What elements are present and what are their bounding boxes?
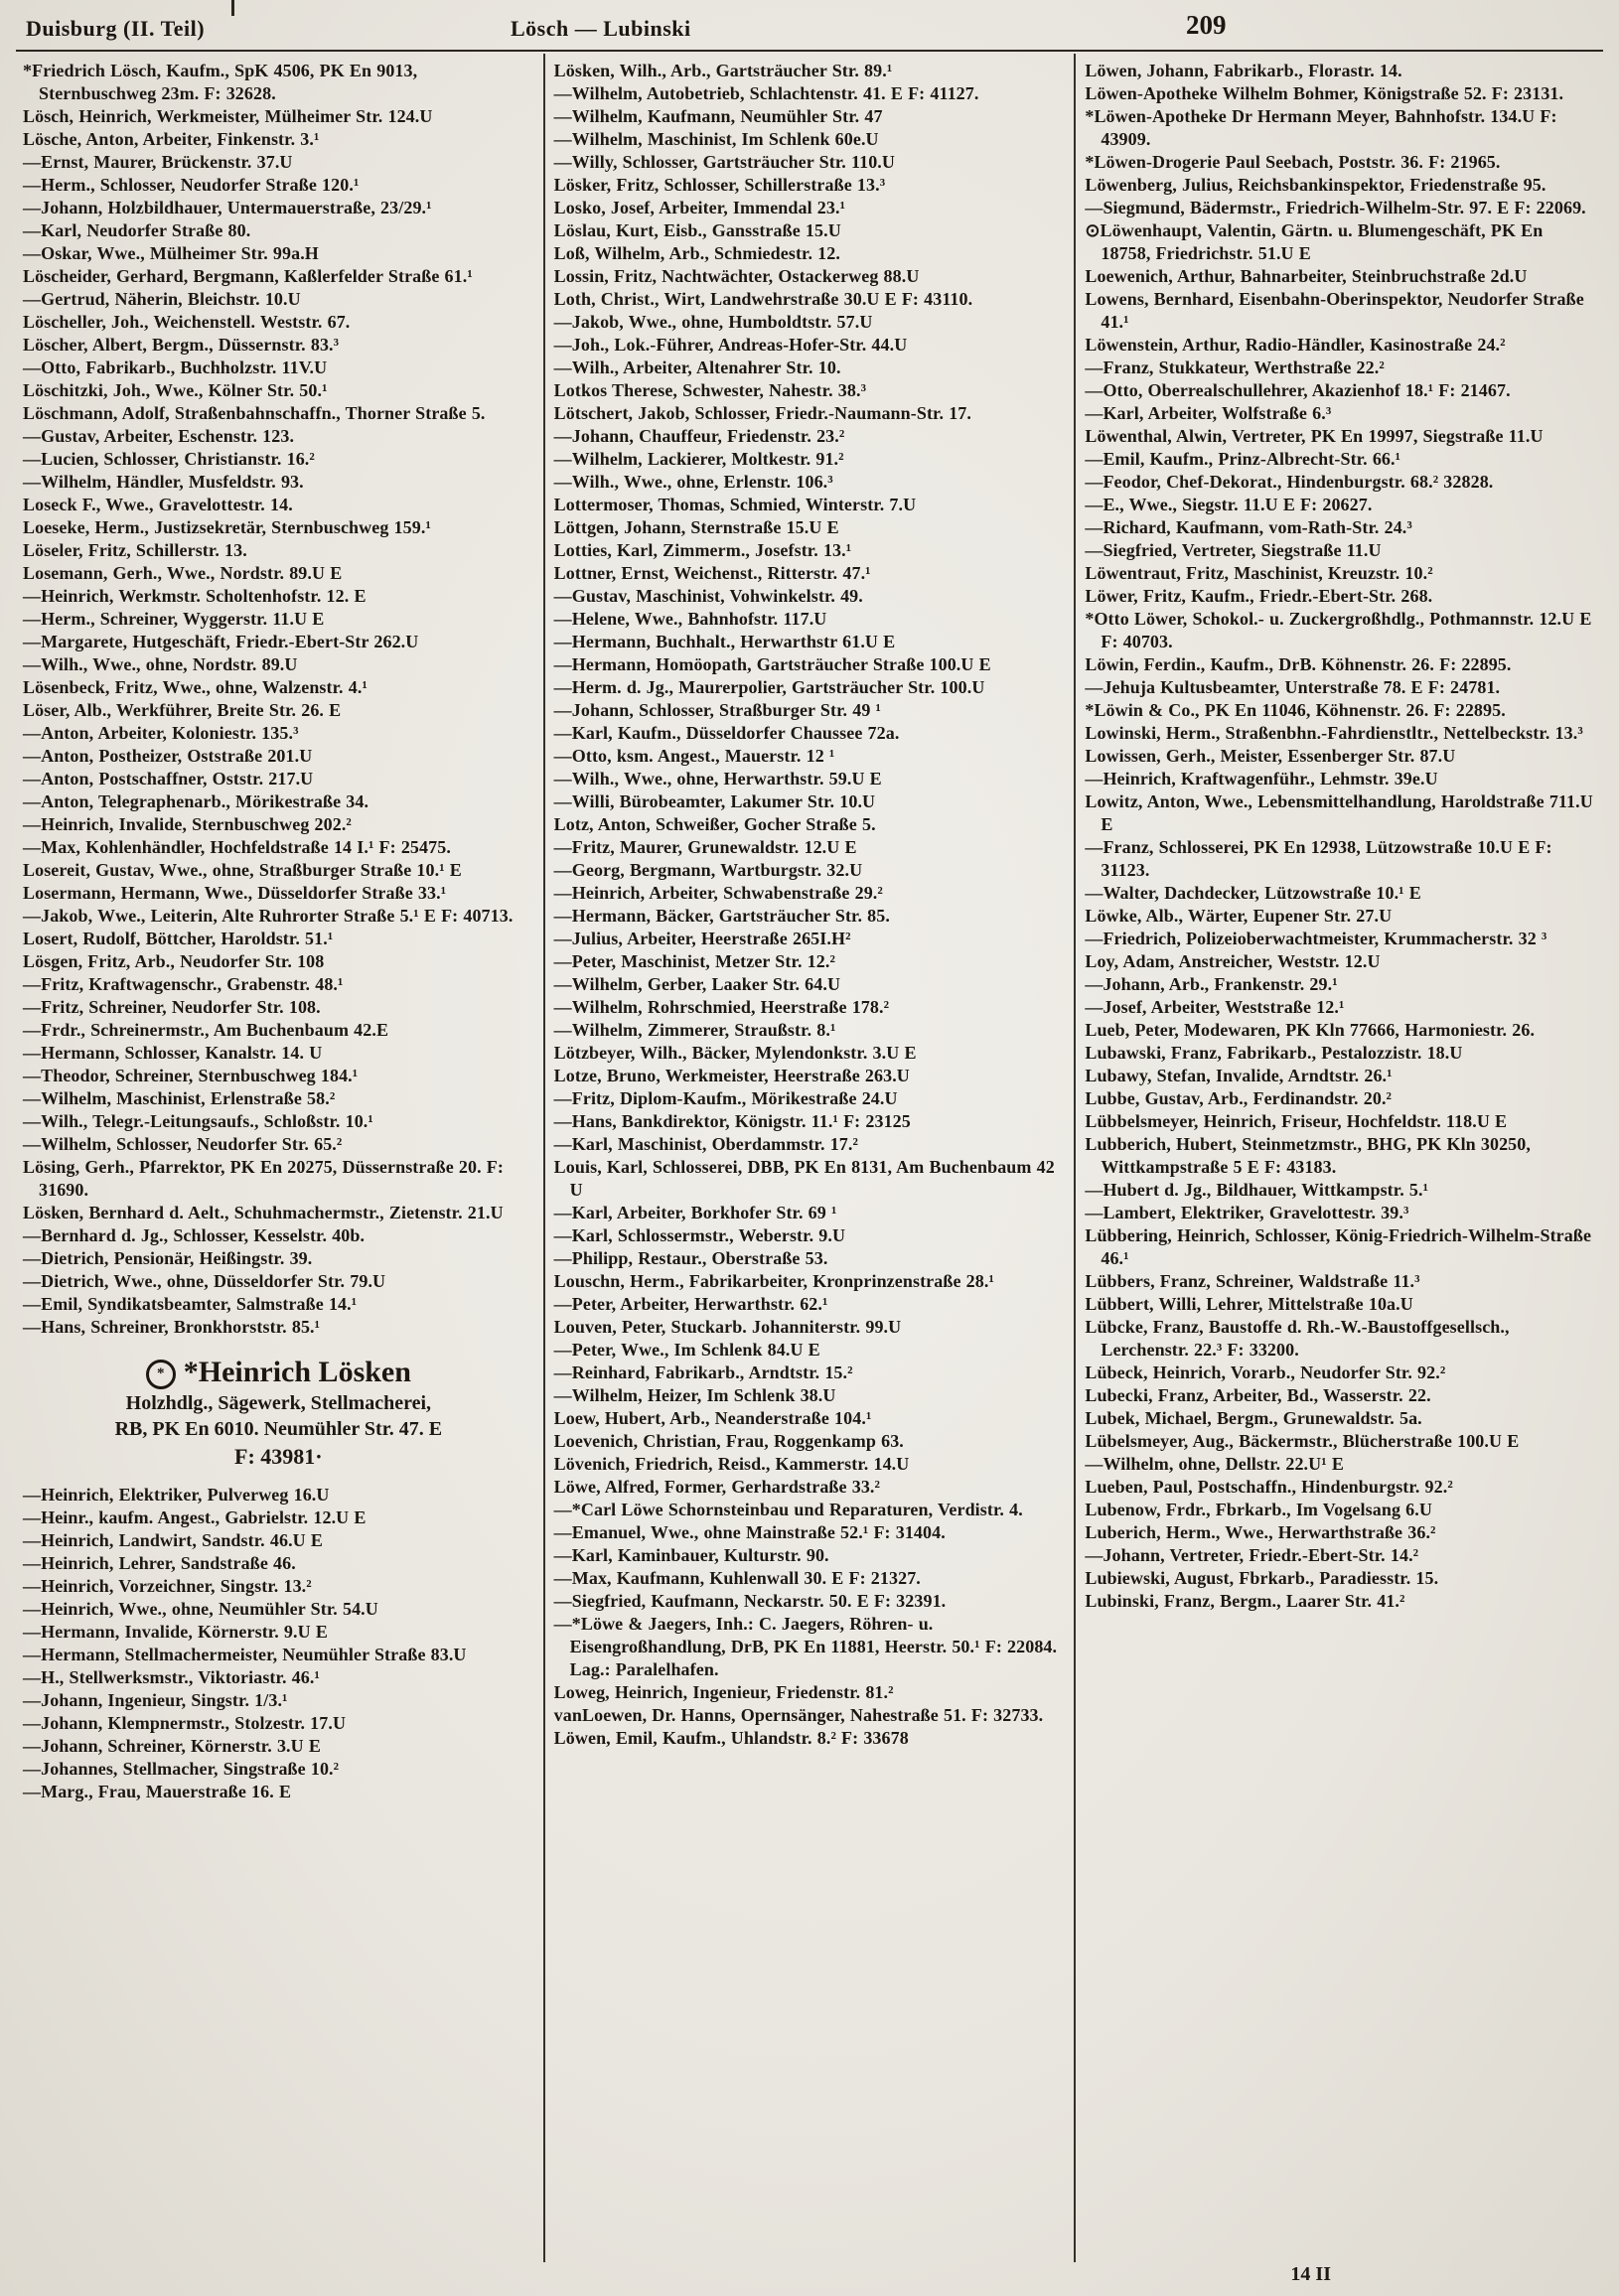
directory-entry: —Heinrich, Kraftwagenführ., Lehmstr. 39e.U [1085,769,1438,789]
header-place: Duisburg (II. Teil) [26,16,206,41]
directory-entry: —H., Stellwerksmstr., Viktoriastr. 46.¹ [23,1667,320,1687]
directory-entry: —Willi, Bürobeamter, Lakumer Str. 10.U [553,791,876,811]
directory-entry: Lubawski, Franz, Fabrikarb., Pestalozzistr. 18.U [1085,1043,1463,1063]
directory-entry: —Bernhard d. Jg., Schlosser, Kesselstr. 40b. [23,1225,366,1245]
column [14,54,543,2262]
directory-entry: Löseler, Fritz, Schillerstr. 13. [23,540,247,560]
directory-entry: Löwenthal, Alwin, Vertreter, PK En 19997, Siegstraße 11.U [1085,426,1544,446]
columns-container [14,54,1605,2262]
directory-entry: —Gustav, Arbeiter, Eschenstr. 123. [23,426,295,446]
directory-entry: Lübbering, Heinrich, Schlosser, König-Friedrich-Wilhelm-Straße 46.¹ [1085,1225,1592,1268]
page-header [14,8,1605,50]
directory-entry: Lowissen, Gerh., Meister, Essenberger Str. 87.U [1085,746,1456,766]
directory-entry: Lövenich, Friedrich, Reisd., Kammerstr. 14.U [553,1454,910,1474]
directory-entry: —Karl, Kaufm., Düsseldorfer Chaussee 72a. [553,723,900,743]
directory-entry: Löttgen, Johann, Sternstraße 15.U E [553,517,839,537]
directory-entry: —Fritz, Diplom-Kaufm., Mörikestraße 24.U [553,1088,898,1108]
directory-entry: —Heinrich, Landwirt, Sandstr. 46.U E [23,1530,323,1550]
directory-entry: —Reinhard, Fabrikarb., Arndtstr. 15.² [553,1363,853,1382]
directory-entry: —Ernst, Maurer, Brückenstr. 37.U [23,152,293,172]
directory-entry: —Herm. d. Jg., Maurerpolier, Gartsträucher Str. 100.U [553,677,985,697]
directory-entry: —Johann, Klempnermstr., Stolzestr. 17.U [23,1713,347,1733]
directory-entry: Löscher, Albert, Bergm., Düssernstr. 83.³ [23,335,340,355]
directory-entry: —Wilhelm, Rohrschmied, Heerstraße 178.² [553,997,890,1017]
directory-entry: —Emil, Kaufm., Prinz-Albrecht-Str. 66.¹ [1085,449,1401,469]
directory-entry: —Wilh., Wwe., ohne, Erlenstr. 106.³ [553,472,833,492]
directory-entry: Lossin, Fritz, Nachtwächter, Ostackerweg 88.U [553,266,920,286]
ad-line: RB, PK En 6010. Neumühler Str. 47. E [114,1418,443,1440]
directory-entry: Löscheider, Gerhard, Bergmann, Kaßlerfelder Straße 61.¹ [23,266,473,286]
directory-entry: —Richard, Kaufmann, vom-Rath-Str. 24.³ [1085,517,1412,537]
directory-entry: Löwentraut, Fritz, Maschinist, Kreuzstr. 10.² [1085,563,1433,583]
losken-logo-icon: * [146,1360,176,1389]
directory-entry: —Jakob, Wwe., ohne, Humboldtstr. 57.U [553,312,873,332]
directory-entry: Loth, Christ., Wirt, Landwehrstraße 30.U E F: 43110. [553,289,973,309]
directory-entry: —Philipp, Restaur., Oberstraße 53. [553,1248,828,1268]
directory-entry: —Jehuja Kultusbeamter, Unterstraße 78. E F: 24781. [1085,677,1501,697]
directory-entry: —Friedrich, Polizeioberwachtmeister, Krummacherstr. 32 ³ [1085,929,1547,948]
directory-entry: Loweg, Heinrich, Ingenieur, Friedenstr. 81.² [553,1682,894,1702]
directory-entry: —Gertrud, Näherin, Bleichstr. 10.U [23,289,301,309]
directory-entry: —Johann, Ingenieur, Singstr. 1/3.¹ [23,1690,288,1710]
directory-entry: —Heinrich, Elektriker, Pulverweg 16.U [23,1485,330,1505]
directory-entry: Löwenstein, Arthur, Radio-Händler, Kasinostraße 24.² [1085,335,1506,355]
directory-entry: —Hans, Schreiner, Bronkhorststr. 85.¹ [23,1317,321,1337]
directory-entry: —*Löwe & Jaegers, Inh.: C. Jaegers, Röhren- u. Eisengroßhandlung, DrB, PK En 11881, Heerstr. 50.¹ F: 22084. Lag.: Paralelhafen. [553,1614,1058,1679]
directory-entry: Löschitzki, Joh., Wwe., Kölner Str. 50.¹ [23,380,328,400]
directory-entry: Lötzbeyer, Wilh., Bäcker, Mylendonkstr. 3.U E [553,1043,917,1063]
directory-entry: —Theodor, Schreiner, Sternbuschweg 184.¹ [23,1066,359,1085]
directory-entry: Löwe, Alfred, Former, Gerhardstraße 33.² [553,1477,881,1497]
directory-entry: —Oskar, Wwe., Mülheimer Str. 99a.H [23,243,319,263]
directory-entry: —Siegfried, Kaufmann, Neckarstr. 50. E F: 32391. [553,1591,947,1611]
directory-entry: —*Carl Löwe Schornsteinbau und Reparaturen, Verdistr. 4. [553,1500,1023,1519]
directory-entry: Lösch, Heinrich, Werkmeister, Mülheimer Str. 124.U [23,106,433,126]
directory-entry: Löscheller, Joh., Weichenstell. Weststr. 67. [23,312,351,332]
directory-entry: —Willy, Schlosser, Gartsträucher Str. 110.U [553,152,895,172]
directory-entry: —Anton, Postheizer, Oststraße 201.U [23,746,313,766]
directory-entry: —Otto, Oberrealschullehrer, Akazienhof 18.¹ F: 21467. [1085,380,1511,400]
directory-entry: —Johann, Vertreter, Friedr.-Ebert-Str. 14.² [1085,1545,1419,1565]
directory-entry: Löslau, Kurt, Eisb., Gansstraße 15.U [553,220,841,240]
ad-title-text: *Heinrich Lösken [183,1356,411,1388]
directory-entry: —Hermann, Stellmachermeister, Neumühler Straße 83.U [23,1645,467,1664]
directory-entry: —Dietrich, Wwe., ohne, Düsseldorfer Str. 79.U [23,1271,386,1291]
directory-entry: Lübbelsmeyer, Heinrich, Friseur, Hochfeldstr. 118.U E [1085,1111,1508,1131]
directory-entry: Loeseke, Herm., Justizsekretär, Sternbuschweg 159.¹ [23,517,431,537]
directory-entry: —Fritz, Schreiner, Neudorfer Str. 108. [23,997,321,1017]
directory-entry: Löwen, Johann, Fabrikarb., Florastr. 14. [1085,61,1402,80]
directory-entry: —Wilh., Arbeiter, Altenahrer Str. 10. [553,358,841,377]
directory-entry: —Wilhelm, Lackierer, Moltkestr. 91.² [553,449,844,469]
directory-entry: —Wilhelm, Autobetrieb, Schlachtenstr. 41. E F: 41127. [553,83,979,103]
column [543,54,1075,2262]
directory-entry: —Wilhelm, Gerber, Laaker Str. 64.U [553,974,841,994]
directory-entry: Louven, Peter, Stuckarb. Johanniterstr. 99.U [553,1317,902,1337]
directory-entry: —Wilhelm, Zimmerer, Straußstr. 8.¹ [553,1020,836,1040]
directory-entry: —Franz, Stukkateur, Werthstraße 22.² [1085,358,1385,377]
directory-entry: —Walter, Dachdecker, Lützowstraße 10.¹ E [1085,883,1421,903]
directory-entry: Lubawy, Stefan, Invalide, Arndtstr. 26.¹ [1085,1066,1393,1085]
directory-entry: Lübbert, Willi, Lehrer, Mittelstraße 10a.U [1085,1294,1413,1314]
directory-entry: —Johann, Holzbildhauer, Untermauerstraße, 23/29.¹ [23,198,432,217]
directory-entry: Lubberich, Hubert, Steinmetzmstr., BHG, PK Kln 30250, Wittkampstraße 5 E F: 43183. [1085,1134,1531,1177]
directory-entry: *Friedrich Lösch, Kaufm., SpK 4506, PK En 9013, Sternbuschweg 23m. F: 32628. [23,61,418,103]
directory-entry: Lösken, Wilh., Arb., Gartsträucher Str. 89.¹ [553,61,893,80]
directory-entry: —Helene, Wwe., Bahnhofstr. 117.U [553,609,827,629]
directory-entry: —Lambert, Elektriker, Gravelottestr. 39.³ [1085,1203,1409,1222]
directory-entry: —Wilhelm, Schlosser, Neudorfer Str. 65.² [23,1134,343,1154]
directory-entry: Losert, Rudolf, Böttcher, Haroldstr. 51.¹ [23,929,334,948]
directory-entry: Lotkos Therese, Schwester, Nahestr. 38.³ [553,380,867,400]
directory-entry: —Karl, Arbeiter, Borkhofer Str. 69 ¹ [553,1203,837,1222]
directory-entry: —Johann, Schreiner, Körnerstr. 3.U E [23,1736,321,1756]
directory-entry: —Karl, Neudorfer Straße 80. [23,220,251,240]
directory-entry: Lösken, Bernhard d. Aelt., Schuhmachermstr., Zietenstr. 21.U [23,1203,504,1222]
directory-entry: —Siegfried, Vertreter, Siegstraße 11.U [1085,540,1382,560]
directory-entry: —Johann, Chauffeur, Friedenstr. 23.² [553,426,845,446]
signature-mark: 14 II [1290,2263,1331,2285]
directory-entry: vanLoewen, Dr. Hanns, Opernsänger, Nahestraße 51. F: 32733. [553,1705,1044,1725]
directory-entry: —Emil, Syndikatsbeamter, Salmstraße 14.¹ [23,1294,358,1314]
directory-entry: —Frdr., Schreinermstr., Am Buchenbaum 42.E [23,1020,389,1040]
directory-entry: Lotze, Bruno, Werkmeister, Heerstraße 263.U [553,1066,910,1085]
directory-entry: —E., Wwe., Siegstr. 11.U E F: 20627. [1085,495,1373,514]
directory-entry: —Julius, Arbeiter, Heerstraße 265I.H² [553,929,851,948]
directory-entry: —Herm., Schlosser, Neudorfer Straße 120.¹ [23,175,360,195]
directory-entry: Lübcke, Franz, Baustoffe d. Rh.-W.-Baustoffgesellsch., Lerchenstr. 22.³ F: 33200. [1085,1317,1510,1360]
directory-entry: —Hans, Bankdirektor, Königstr. 11.¹ F: 23125 [553,1111,911,1131]
directory-entry: Löwke, Alb., Wärter, Eupener Str. 27.U [1085,906,1393,926]
directory-entry: Losko, Josef, Arbeiter, Immendal 23.¹ [553,198,846,217]
directory-entry: —Max, Kaufmann, Kuhlenwall 30. E F: 21327. [553,1568,921,1588]
header-range: Lösch — Lubinski [511,16,691,41]
directory-entry: —Wilhelm, Händler, Musfeldstr. 93. [23,472,304,492]
directory-entry: —Siegmund, Bädermstr., Friedrich-Wilhelm-Str. 97. E F: 22069. [1085,198,1586,217]
directory-entry: —Emanuel, Wwe., ohne Mainstraße 52.¹ F: 31404. [553,1522,946,1542]
directory-entry: Louschn, Herm., Fabrikarbeiter, Kronprinzenstraße 28.¹ [553,1271,994,1291]
directory-entry: —Heinrich, Wwe., ohne, Neumühler Str. 54.U [23,1599,378,1619]
directory-entry: —Heinrich, Arbeiter, Schwabenstraße 29.² [553,883,883,903]
directory-entry: Loewenich, Arthur, Bahnarbeiter, Steinbruchstraße 2d.U [1085,266,1528,286]
directory-entry: Lubecki, Franz, Arbeiter, Bd., Wasserstr. 22. [1085,1385,1431,1405]
directory-entry: Löschmann, Adolf, Straßenbahnschaffn., Thorner Straße 5. [23,403,486,423]
directory-entry: —Hermann, Buchhalt., Herwarthstr 61.U E [553,632,896,651]
directory-entry: —Peter, Wwe., Im Schlenk 84.U E [553,1340,820,1360]
directory-entry: Lösche, Anton, Arbeiter, Finkenstr. 3.¹ [23,129,320,149]
directory-entry: —Feodor, Chef-Dekorat., Hindenburgstr. 68.² 32828. [1085,472,1494,492]
directory-entry: Lubiewski, August, Fbrkarb., Paradiesstr. 15. [1085,1568,1439,1588]
directory-entry: *Otto Löwer, Schokol.- u. Zuckergroßhdlg., Pothmannstr. 12.U E F: 40703. [1085,609,1592,651]
directory-entry: —Anton, Postschaffner, Oststr. 217.U [23,769,314,789]
directory-entry: —Wilh., Telegr.-Leitungsaufs., Schloßstr. 10.¹ [23,1111,373,1131]
directory-entry: Löwenberg, Julius, Reichsbankinspektor, Friedenstraße 95. [1085,175,1546,195]
directory-entry: Löwen-Apotheke Wilhelm Bohmer, Königstraße 52. F: 23131. [1085,83,1564,103]
ad-line: Holzhdlg., Sägewerk, Stellmacherei, [125,1392,432,1414]
directory-entry: —Max, Kohlenhändler, Hochfeldstraße 14 I.¹ F: 25475. [23,837,451,857]
directory-entry: Lotz, Anton, Schweißer, Gocher Straße 5. [553,814,876,834]
directory-entry: —Karl, Kaminbauer, Kulturstr. 90. [553,1545,829,1565]
directory-entry: —Otto, ksm. Angest., Mauerstr. 12 ¹ [553,746,835,766]
directory-entry: Lösgen, Fritz, Arb., Neudorfer Str. 108 [23,951,325,971]
directory-entry: Lowens, Bernhard, Eisenbahn-Oberinspektor, Neudorfer Straße 41.¹ [1085,289,1584,332]
directory-entry: Losereit, Gustav, Wwe., ohne, Straßburger Straße 10.¹ E [23,860,462,880]
directory-entry: —Karl, Maschinist, Oberdammstr. 17.² [553,1134,858,1154]
directory-entry: Luberich, Herm., Wwe., Herwarthstraße 36.² [1085,1522,1436,1542]
ad-title [27,1355,530,1390]
directory-entry: *Löwin & Co., PK En 11046, Köhnenstr. 26. F: 22895. [1085,700,1506,720]
directory-entry: —Wilh., Wwe., ohne, Herwarthstr. 59.U E [553,769,882,789]
directory-entry: —Joh., Lok.-Führer, Andreas-Hofer-Str. 44.U [553,335,908,355]
directory-entry: —Marg., Frau, Mauerstraße 16. E [23,1782,292,1801]
directory-entry: Löwen, Emil, Kaufm., Uhlandstr. 8.² F: 33678 [553,1728,909,1748]
directory-entry: Löser, Alb., Werkführer, Breite Str. 26. E [23,700,342,720]
directory-entry: Löwin, Ferdin., Kaufm., DrB. Köhnenstr. 26. F: 22895. [1085,654,1512,674]
directory-entry: Lübbers, Franz, Schreiner, Waldstraße 11.³ [1085,1271,1420,1291]
directory-entry: —Hermann, Bäcker, Gartsträucher Str. 85. [553,906,890,926]
directory-entry: —Heinrich, Vorzeichner, Singstr. 13.² [23,1576,312,1596]
directory-entry: *Löwen-Apotheke Dr Hermann Meyer, Bahnhofstr. 134.U F: 43909. [1085,106,1557,149]
directory-entry: Lowitz, Anton, Wwe., Lebensmittelhandlung, Haroldstraße 711.U E [1085,791,1593,834]
directory-entry: Loy, Adam, Anstreicher, Weststr. 12.U [1085,951,1381,971]
directory-entry: —Wilhelm, Heizer, Im Schlenk 38.U [553,1385,836,1405]
directory-entry: —Fritz, Maurer, Grunewaldstr. 12.U E [553,837,857,857]
directory-entry: Lottner, Ernst, Weichenst., Ritterstr. 47.¹ [553,563,871,583]
directory-entry: Lowinski, Herm., Straßenbhn.-Fahrdienstltr., Nettelbeckstr. 13.³ [1085,723,1583,743]
directory-entry: Lottermoser, Thomas, Schmied, Winterstr. 7.U [553,495,917,514]
directory-entry: —Wilhelm, ohne, Dellstr. 22.U¹ E [1085,1454,1344,1474]
directory-entry: —Hermann, Homöopath, Gartsträucher Straße 100.U E [553,654,991,674]
directory-entry: Lubenow, Frdr., Fbrkarb., Im Vogelsang 6.U [1085,1500,1432,1519]
directory-entry: —Fritz, Kraftwagenschr., Grabenstr. 48.¹ [23,974,344,994]
directory-entry: —Lucien, Schlosser, Christianstr. 16.² [23,449,315,469]
directory-entry: —Heinrich, Werkmstr. Scholtenhofstr. 12. E [23,586,367,606]
ad-line: F: 43981· [234,1444,323,1469]
directory-entry: —Heinr., kaufm. Angest., Gabrielstr. 12.U E [23,1507,367,1527]
directory-entry: Lösker, Fritz, Schlosser, Schillerstraße 13.³ [553,175,886,195]
directory-entry: —Josef, Arbeiter, Weststraße 12.¹ [1085,997,1345,1017]
directory-entry: —Peter, Maschinist, Metzer Str. 12.² [553,951,835,971]
directory-entry: Lösing, Gerh., Pfarrektor, PK En 20275, Düssernstraße 20. F: 31690. [23,1157,504,1200]
directory-entry: Losermann, Hermann, Wwe., Düsseldorfer Straße 33.¹ [23,883,447,903]
directory-entry: —Hermann, Invalide, Körnerstr. 9.U E [23,1622,328,1642]
directory-entry: —Wilhelm, Maschinist, Erlenstraße 58.² [23,1088,336,1108]
directory-entry: —Anton, Arbeiter, Koloniestr. 135.³ [23,723,299,743]
directory-entry: —Dietrich, Pensionär, Heißingstr. 39. [23,1248,313,1268]
directory-entry: —Karl, Arbeiter, Wolfstraße 6.³ [1085,403,1332,423]
directory-entry: Lueben, Paul, Postschaffn., Hindenburgstr. 92.² [1085,1477,1453,1497]
directory-entry: —Franz, Schlosserei, PK En 12938, Lützowstraße 10.U E F: 31123. [1085,837,1552,880]
directory-entry: —Wilhelm, Maschinist, Im Schlenk 60e.U [553,129,879,149]
directory-entry: Loevenich, Christian, Frau, Roggenkamp 63. [553,1431,904,1451]
directory-entry: Lubbe, Gustav, Arb., Ferdinandstr. 20.² [1085,1088,1393,1108]
directory-entry: Loew, Hubert, Arb., Neanderstraße 104.¹ [553,1408,872,1428]
directory-entry: —Jakob, Wwe., Leiterin, Alte Ruhrorter Straße 5.¹ E F: 40713. [23,906,514,926]
page-number: 209 [1186,10,1227,40]
losken-advertisement [27,1355,530,1472]
directory-entry: Lübelsmeyer, Aug., Bäckermstr., Blücherstraße 100.U E [1085,1431,1520,1451]
directory-entry: —Hermann, Schlosser, Kanalstr. 14. U [23,1043,323,1063]
directory-entry: Loseck F., Wwe., Gravelottestr. 14. [23,495,293,514]
directory-entry: Losemann, Gerh., Wwe., Nordstr. 89.U E [23,563,343,583]
directory-entry: —Georg, Bergmann, Wartburgstr. 32.U [553,860,863,880]
directory-entry: Louis, Karl, Schlosserei, DBB, PK En 8131, Am Buchenbaum 42 U [553,1157,1055,1200]
directory-entry: Löwer, Fritz, Kaufm., Friedr.-Ebert-Str. 268. [1085,586,1433,606]
directory-entry: Lübeck, Heinrich, Vorarb., Neudorfer Str. 92.² [1085,1363,1446,1382]
directory-entry: —Anton, Telegraphenarb., Mörikestraße 34. [23,791,369,811]
directory-entry: —Karl, Schlossermstr., Weberstr. 9.U [553,1225,846,1245]
directory-entry: Lötschert, Jakob, Schlosser, Friedr.-Naumann-Str. 17. [553,403,971,423]
directory-entry: Lotties, Karl, Zimmerm., Josefstr. 13.¹ [553,540,852,560]
directory-entry: Lubinski, Franz, Bergm., Laarer Str. 41.² [1085,1591,1405,1611]
directory-entry: —Johann, Schlosser, Straßburger Str. 49 ¹ [553,700,882,720]
directory-entry: —Peter, Arbeiter, Herwarthstr. 62.¹ [553,1294,828,1314]
directory-entry: Lubek, Michael, Bergm., Grunewaldstr. 5a. [1085,1408,1422,1428]
directory-entry: —Wilhelm, Kaufmann, Neumühler Str. 47 [553,106,883,126]
directory-entry: —Hubert d. Jg., Bildhauer, Wittkampstr. 5.¹ [1085,1180,1429,1200]
header-rule [16,50,1603,52]
directory-entry: Lösenbeck, Fritz, Wwe., ohne, Walzenstr. 4.¹ [23,677,368,697]
directory-entry: —Wilh., Wwe., ohne, Nordstr. 89.U [23,654,298,674]
directory-entry: —Heinrich, Invalide, Sternbuschweg 202.² [23,814,352,834]
directory-entry: —Johannes, Stellmacher, Singstraße 10.² [23,1759,340,1779]
directory-entry: —Margarete, Hutgeschäft, Friedr.-Ebert-Str 262.U [23,632,419,651]
directory-entry: ⊙Löwenhaupt, Valentin, Gärtn. u. Blumengeschäft, PK En 18758, Friedrichstr. 51.U E [1085,220,1544,263]
directory-entry: *Löwen-Drogerie Paul Seebach, Poststr. 36. F: 21965. [1085,152,1501,172]
directory-entry: —Herm., Schreiner, Wyggerstr. 11.U E [23,609,325,629]
directory-entry: —Otto, Fabrikarb., Buchholzstr. 11V.U [23,358,328,377]
directory-entry: Lueb, Peter, Modewaren, PK Kln 77666, Harmoniestr. 26. [1085,1020,1536,1040]
directory-entry: Loß, Wilhelm, Arb., Schmiedestr. 12. [553,243,840,263]
directory-entry: —Gustav, Maschinist, Vohwinkelstr. 49. [553,586,863,606]
directory-entry: —Johann, Arb., Frankenstr. 29.¹ [1085,974,1338,994]
column [1074,54,1605,2262]
directory-entry: —Heinrich, Lehrer, Sandstraße 46. [23,1553,296,1573]
